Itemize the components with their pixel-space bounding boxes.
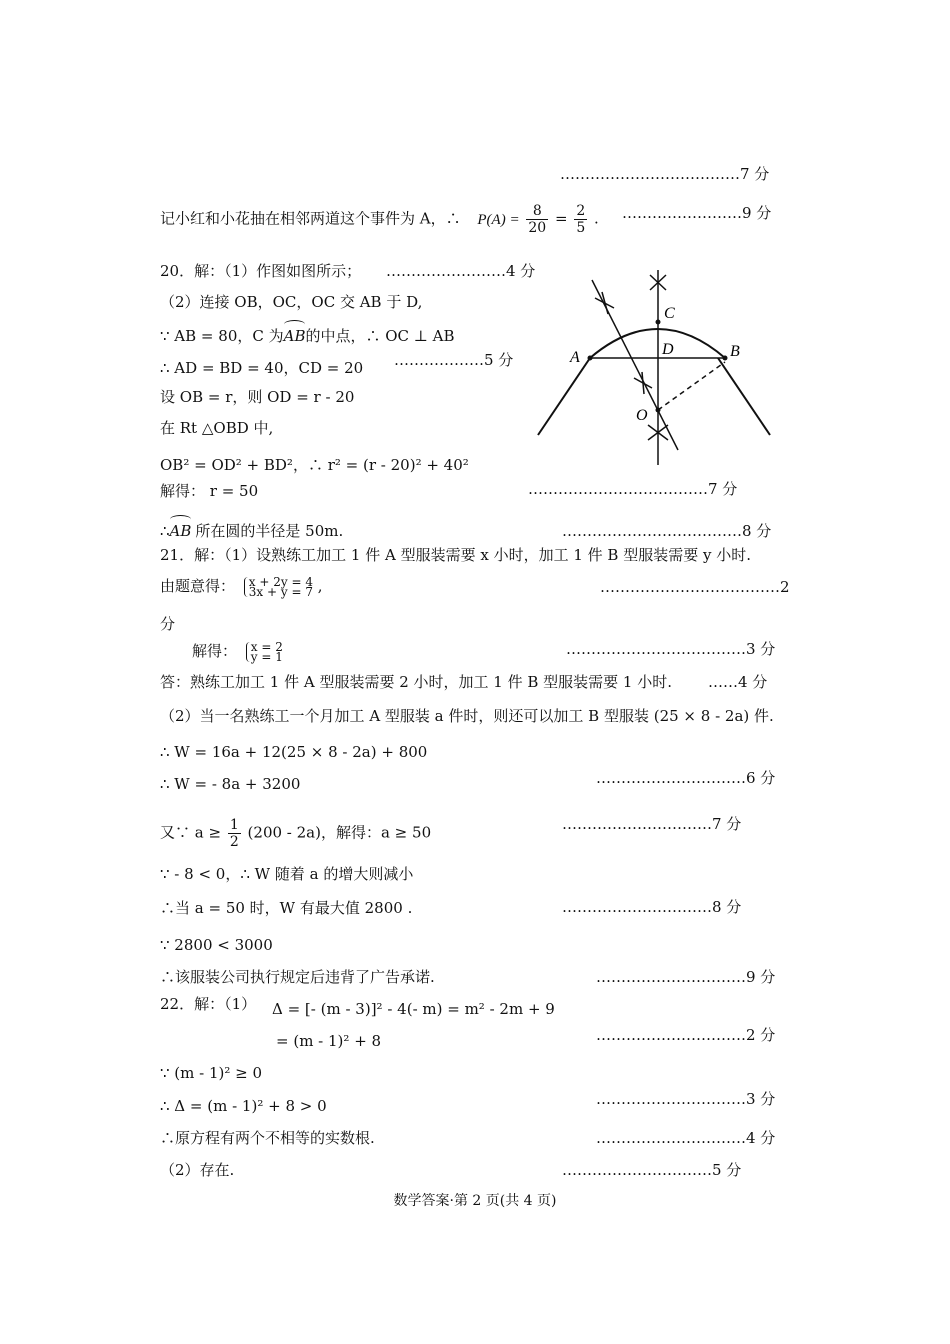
q22-nonneg: ∵ (m - 1)² ≥ 0: [160, 1064, 263, 1082]
q21-monotonic: ∵ - 8 < 0，∴ W 随着 a 的增大则减小: [160, 865, 414, 883]
score-2: ………………………………2: [600, 578, 790, 596]
q20-step2: （2）连接 OB，OC，OC 交 AB 于 D,: [160, 293, 423, 311]
point-o: [656, 408, 661, 413]
label-b: B: [730, 343, 740, 360]
score-4: ……………………4 分: [386, 262, 536, 280]
road-left: [538, 358, 590, 435]
q20-conclusion: ∴AB 所在圆的半径是 50m.: [160, 522, 344, 540]
point-a: [588, 356, 593, 361]
score-9b: …………………………9 分: [596, 968, 776, 986]
score-4c: …………………………4 分: [596, 1129, 776, 1147]
probability-line: [160, 203, 599, 236]
road-right: [718, 358, 770, 435]
score-3b: …………………………3 分: [596, 1090, 776, 1108]
q20-step5: 设 OB = r，则 OD = r - 20: [160, 388, 355, 406]
score-4b: ……4 分: [708, 673, 768, 691]
score-7c: …………………………7 分: [562, 815, 742, 833]
q21-step2: 由题意得： x + 2y = 4 3x + y = 7 ,: [160, 575, 323, 599]
label-c: C: [664, 305, 675, 322]
prob-frac-2: $\frac{2}{5}$: [576, 203, 586, 236]
q21-answer: 答：熟练工加工 1 件 A 型服装需要 2 小时，加工 1 件 B 型服装需要 1 小时.: [160, 673, 673, 691]
score-5: ………………5 分: [394, 351, 514, 369]
q22-discriminant: Δ = [- (m - 3)]² - 4(- m) = m² - 2m + 9: [272, 1000, 555, 1018]
q21-solution: 解得： x = 2 y = 1: [192, 640, 283, 664]
q21-inequality: 又∵ a ≥ $\frac{1}{2}$ (200 - 2a)，解得：a ≥ 50: [160, 817, 432, 850]
score-2-unit: 分: [160, 615, 176, 633]
arc-ab: AB: [283, 327, 306, 345]
prob-eq: =: [554, 209, 568, 228]
q21-part2: （2）当一名熟练工一个月加工 A 型服装 a 件时，则还可以加工 B 型服装 (25 × 8 - 2a) 件.: [160, 707, 774, 725]
score-8b: …………………………8 分: [562, 898, 742, 916]
q20-step7: OB² = OD² + BD²，∴ r² = (r - 20)² + 40²: [160, 456, 469, 474]
point-c: [656, 320, 661, 325]
q21-step1: 21．解：（1）设熟练工加工 1 件 A 型服装需要 x 小时，加工 1 件 B 型服装需要 y 小时.: [160, 546, 751, 564]
arc-ab-2: AB: [169, 522, 192, 540]
equation-system-2: x = 2 y = 1: [246, 642, 283, 662]
q22-discriminant-2: = (m - 1)² + 8: [276, 1032, 382, 1050]
score-8: ………………………………8 分: [562, 522, 772, 540]
score-6: …………………………6 分: [596, 769, 776, 787]
q21-conclusion: ∴该服装公司执行规定后违背了广告承诺.: [160, 968, 435, 986]
point-b: [723, 356, 728, 361]
segment-ob: [658, 362, 725, 410]
label-a: A: [570, 349, 580, 366]
score-9: ……………………9 分: [622, 204, 772, 222]
q20-step3: ∵ AB = 80，C 为AB的中点，∴ OC ⊥ AB: [160, 327, 455, 345]
page-footer: 数学答案·第 2 页(共 4 页): [393, 1193, 557, 1209]
q20-title: 20．解：（1）作图如图所示；: [160, 262, 362, 280]
q21-compare: ∵ 2800 < 3000: [160, 936, 273, 954]
score-3: ………………………………3 分: [566, 640, 776, 658]
prob-end: .: [594, 209, 599, 228]
label-o: O: [636, 407, 648, 424]
score-7b: ………………………………7 分: [528, 480, 738, 498]
score-5b: …………………………5 分: [562, 1161, 742, 1179]
q22-conclusion: ∴原方程有两个不相等的实数根.: [160, 1129, 375, 1147]
score-2b: …………………………2 分: [596, 1026, 776, 1044]
prob-frac-1: $\frac{8}{20}$: [528, 203, 547, 236]
q22-positive: ∴ Δ = (m - 1)² + 8 > 0: [160, 1097, 327, 1115]
q20-step8: 解得： r = 50: [160, 482, 259, 500]
prob-lhs: P(A) =: [477, 211, 520, 228]
prob-text: 记小红和小花抽在相邻两道这个事件为 A，∴: [160, 209, 461, 228]
equation-system-1: x + 2y = 4 3x + y = 7: [244, 577, 313, 597]
q20-step4: ∴ AD = BD = 40，CD = 20: [160, 359, 364, 377]
label-d: D: [662, 341, 674, 358]
q21-w-simplified: ∴ W = - 8a + 3200: [160, 775, 301, 793]
score-7: ………………………………7 分: [560, 165, 770, 183]
q20-step6: 在 Rt △OBD 中,: [160, 419, 274, 437]
q21-max: ∴当 a = 50 时，W 有最大值 2800 .: [160, 899, 413, 917]
geometry-figure: [530, 270, 810, 470]
q22-part2: （2）存在.: [160, 1161, 235, 1179]
q21-w-formula: ∴ W = 16a + 12(25 × 8 - 2a) + 800: [160, 743, 428, 761]
half-frac: $\frac{1}{2}$: [229, 817, 239, 850]
q22-title: 22．解：（1）: [160, 995, 257, 1013]
